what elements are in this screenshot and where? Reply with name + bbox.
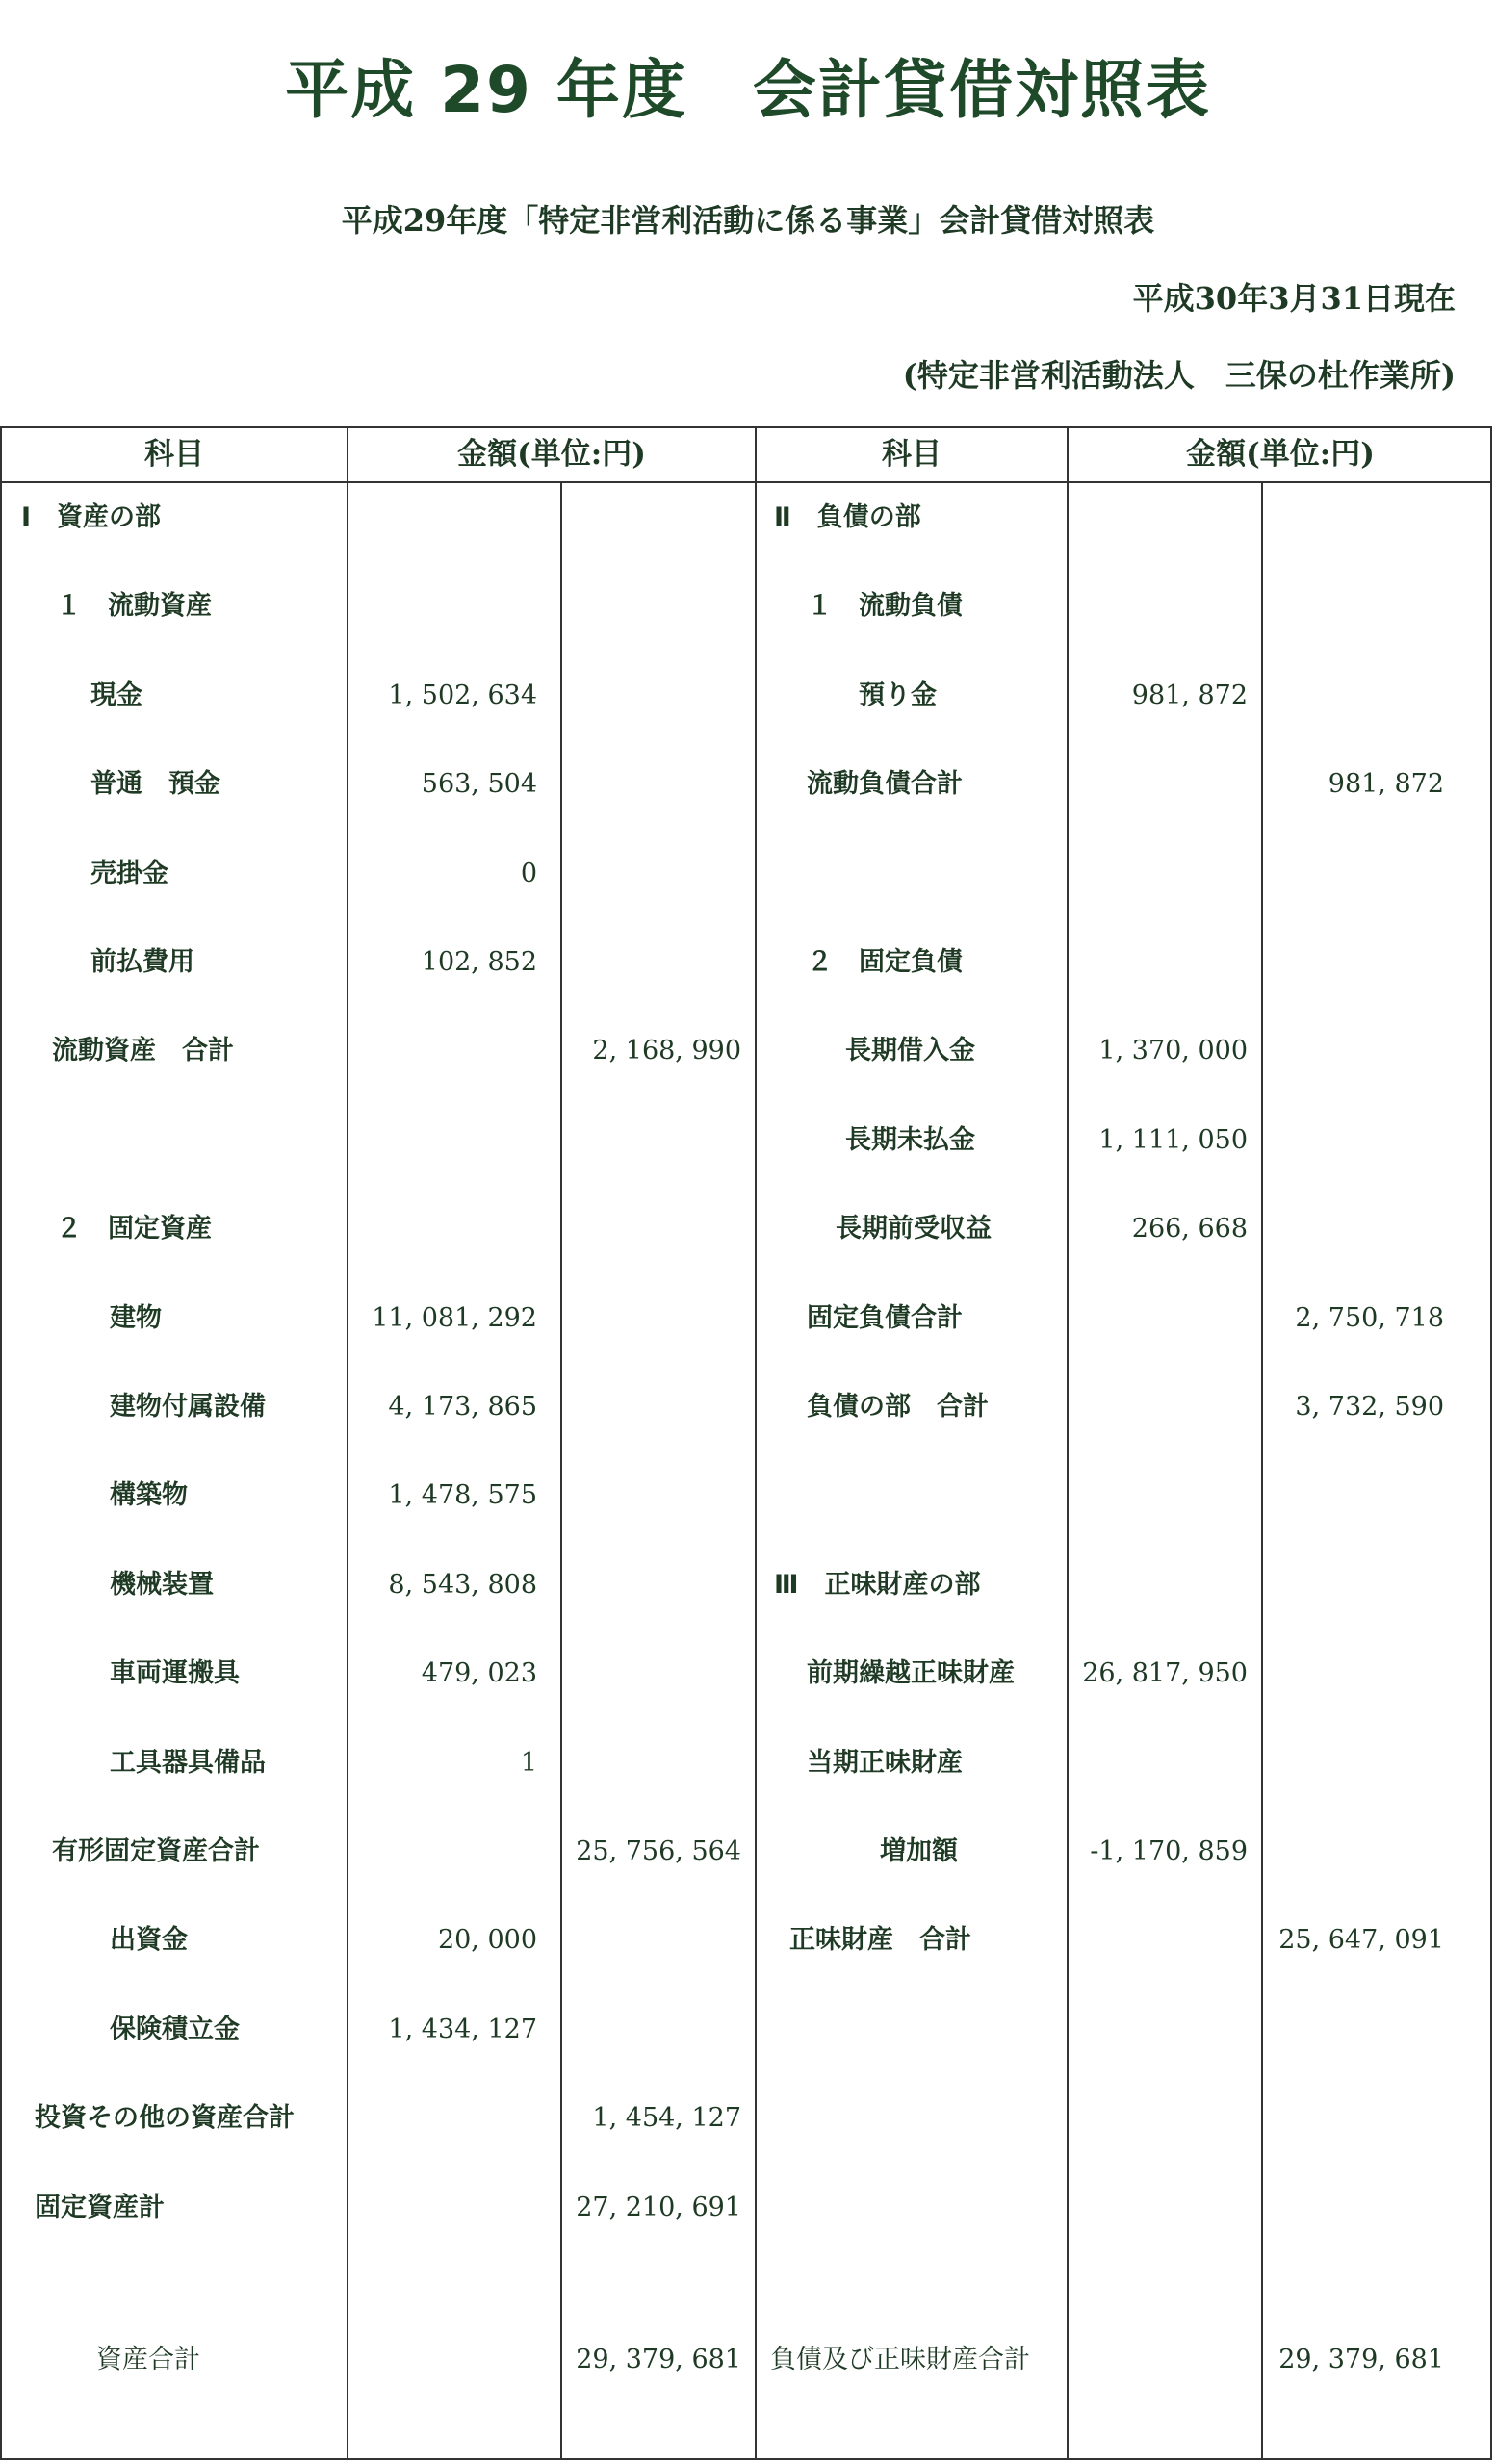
right-row-label: ２ 固定負債 [807, 947, 963, 977]
left-row-amount: 479, 023 [421, 1658, 537, 1689]
left-row-label: 機械装置 [110, 1569, 214, 1600]
right-row-label: 長期借入金 [845, 1036, 975, 1066]
left-row-subtotal [570, 1121, 741, 1160]
left-row-amount [358, 1833, 537, 1871]
right-row-subtotal [1271, 2189, 1444, 2227]
right-row-subtotal [1271, 1121, 1444, 1160]
right-row-subtotal [1271, 943, 1444, 982]
left-row-amount: 1, 478, 575 [388, 1480, 537, 1511]
right-row-label: 固定負債合計 [807, 1302, 963, 1333]
right-row-subtotal [1271, 499, 1444, 537]
left-row-amount [358, 587, 537, 626]
left-row-label: 建物 [110, 1302, 162, 1333]
right-row-label: 正味財産 合計 [789, 1925, 971, 1956]
right-row-subtotal [1271, 677, 1444, 715]
right-row-label: Ⅲ 正味財産の部 [774, 1569, 981, 1600]
column-divider [755, 428, 757, 2458]
right-row-label: 流動負債合計 [807, 769, 963, 800]
left-row-amount: 11, 081, 292 [372, 1302, 537, 1333]
right-row-amount: 1, 370, 000 [1098, 1036, 1248, 1066]
left-row-label: 工具器具備品 [110, 1747, 266, 1778]
left-row-subtotal [570, 765, 741, 804]
right-row-subtotal [1271, 855, 1444, 893]
total-liabilities-net-assets-label: 負債及び正味財産合計 [770, 2345, 1030, 2374]
left-row-subtotal [570, 1388, 741, 1426]
right-row-amount [1074, 2189, 1248, 2227]
right-row-amount [1074, 1744, 1248, 1783]
right-row-amount [1074, 587, 1248, 626]
right-row-label: 前期繰越正味財産 [807, 1658, 1015, 1689]
left-row-amount: 4, 173, 865 [388, 1392, 537, 1422]
left-row-label: １ 流動資産 [56, 591, 212, 622]
left-row-label: 保険積立金 [110, 2014, 240, 2044]
right-row-subtotal [1271, 1566, 1444, 1604]
left-row-subtotal: 25, 756, 564 [576, 1836, 741, 1866]
right-row-amount [1074, 2099, 1248, 2138]
header-divider [2, 481, 1490, 483]
organization-name: (特定非営利活動法人 三保の杜作業所) [902, 357, 1456, 394]
right-row-amount: 981, 872 [1131, 680, 1248, 710]
header-left-subject: 科目 [144, 437, 204, 472]
left-row-subtotal [570, 1566, 741, 1604]
left-row-subtotal [570, 855, 741, 893]
right-row-label: 長期前受収益 [836, 1214, 992, 1245]
right-row-amount: 266, 668 [1131, 1214, 1248, 1245]
left-row-label: 車両運搬具 [110, 1658, 240, 1689]
page-title: 平成 29 年度 会計貸借対照表 [285, 53, 1211, 127]
right-row-amount [1074, 1299, 1248, 1338]
left-row-amount: 20, 000 [437, 1925, 537, 1956]
total-assets-amount: 29, 379, 681 [576, 2345, 741, 2374]
right-row-amount [1074, 2011, 1248, 2049]
right-row-subtotal [1271, 2011, 1444, 2049]
right-row-label: 長期未払金 [845, 1124, 975, 1155]
right-row-amount: -1, 170, 859 [1090, 1836, 1248, 1866]
left-row-amount [358, 2189, 537, 2227]
header-right-amount: 金額(単位:円) [1186, 437, 1375, 472]
right-row-subtotal [1271, 587, 1444, 626]
right-row-amount [1074, 1921, 1248, 1960]
left-row-amount: 1, 502, 634 [388, 680, 537, 710]
left-row-label: 固定資産計 [35, 2192, 165, 2222]
left-row-subtotal [570, 1744, 741, 1783]
left-row-label: 売掛金 [90, 858, 168, 888]
right-row-subtotal [1271, 1476, 1444, 1515]
right-row-subtotal: 2, 750, 718 [1295, 1302, 1444, 1333]
left-row-label: 前払費用 [90, 947, 194, 977]
left-row-subtotal [570, 943, 741, 982]
right-row-amount [1074, 855, 1248, 893]
right-row-amount: 26, 817, 950 [1082, 1658, 1248, 1689]
left-row-label: 普通 預金 [90, 769, 220, 800]
left-row-label: ２ 固定資産 [56, 1214, 212, 1245]
right-row-label: 増加額 [880, 1836, 958, 1866]
right-row-amount [1074, 1476, 1248, 1515]
total-liabilities-net-assets-amount: 29, 379, 681 [1278, 2345, 1444, 2374]
left-row-label: 現金 [90, 680, 142, 710]
left-row-subtotal: 27, 210, 691 [576, 2192, 741, 2222]
column-divider [560, 481, 562, 2458]
left-row-subtotal [570, 499, 741, 537]
left-row-amount [358, 499, 537, 537]
right-row-subtotal [1271, 1833, 1444, 1871]
left-row-amount [358, 1121, 537, 1160]
right-row-subtotal: 981, 872 [1328, 769, 1444, 800]
total-assets-label: 資産合計 [96, 2345, 200, 2374]
left-row-label: 流動資産 合計 [52, 1036, 234, 1066]
right-row-amount [1074, 1566, 1248, 1604]
header-right-subject: 科目 [882, 437, 941, 472]
left-row-subtotal: 1, 454, 127 [592, 2103, 741, 2134]
right-row-subtotal [1271, 1744, 1444, 1783]
left-row-subtotal: 2, 168, 990 [592, 1036, 741, 1066]
left-row-label: 投資その他の資産合計 [35, 2103, 295, 2134]
right-row-label: １ 流動負債 [807, 591, 963, 622]
left-row-subtotal [570, 1921, 741, 1960]
left-row-amount [358, 1210, 537, 1248]
right-row-label: Ⅱ 負債の部 [774, 502, 921, 532]
right-row-label: 負債の部 合計 [807, 1392, 989, 1422]
column-divider [1261, 481, 1263, 2458]
left-row-amount: 8, 543, 808 [388, 1569, 537, 1600]
right-row-label: 当期正味財産 [807, 1747, 963, 1778]
right-row-subtotal [1271, 2099, 1444, 2138]
left-row-label: 建物付属設備 [110, 1392, 266, 1422]
balance-sheet-table [0, 426, 1492, 2460]
right-row-amount: 1, 111, 050 [1098, 1124, 1248, 1155]
header-left-amount: 金額(単位:円) [457, 437, 646, 472]
right-row-subtotal: 3, 732, 590 [1295, 1392, 1444, 1422]
left-row-amount: 102, 852 [421, 947, 537, 977]
left-row-subtotal [570, 2011, 741, 2049]
left-row-amount [358, 1032, 537, 1070]
right-row-amount [1074, 765, 1248, 804]
left-row-subtotal [570, 1655, 741, 1693]
left-row-amount: 1 [520, 1747, 537, 1778]
right-row-subtotal [1271, 1655, 1444, 1693]
right-row-subtotal: 25, 647, 091 [1278, 1925, 1444, 1956]
left-row-amount: 563, 504 [421, 769, 537, 800]
right-row-subtotal [1271, 1210, 1444, 1248]
left-row-amount: 0 [520, 858, 537, 888]
right-row-amount [1074, 943, 1248, 982]
left-row-label: 出資金 [110, 1925, 188, 1956]
left-row-subtotal [570, 587, 741, 626]
right-row-amount [1074, 499, 1248, 537]
subtitle: 平成29年度「特定非営利活動に係る事業」会計貸借対照表 [341, 202, 1155, 239]
left-row-label: Ⅰ 資産の部 [21, 502, 162, 532]
as-of-date: 平成30年3月31日現在 [1132, 280, 1456, 317]
right-row-label: 預り金 [859, 680, 937, 710]
column-divider [347, 428, 348, 2458]
left-row-subtotal [570, 1210, 741, 1248]
right-row-subtotal [1271, 1032, 1444, 1070]
left-row-amount: 1, 434, 127 [388, 2014, 537, 2044]
left-row-label: 構築物 [110, 1480, 188, 1511]
left-row-label: 有形固定資産合計 [52, 1836, 260, 1866]
left-row-subtotal [570, 1299, 741, 1338]
left-row-subtotal [570, 677, 741, 715]
left-row-subtotal [570, 1476, 741, 1515]
column-divider [1067, 428, 1069, 2458]
right-row-amount [1074, 1388, 1248, 1426]
left-row-amount [358, 2099, 537, 2138]
